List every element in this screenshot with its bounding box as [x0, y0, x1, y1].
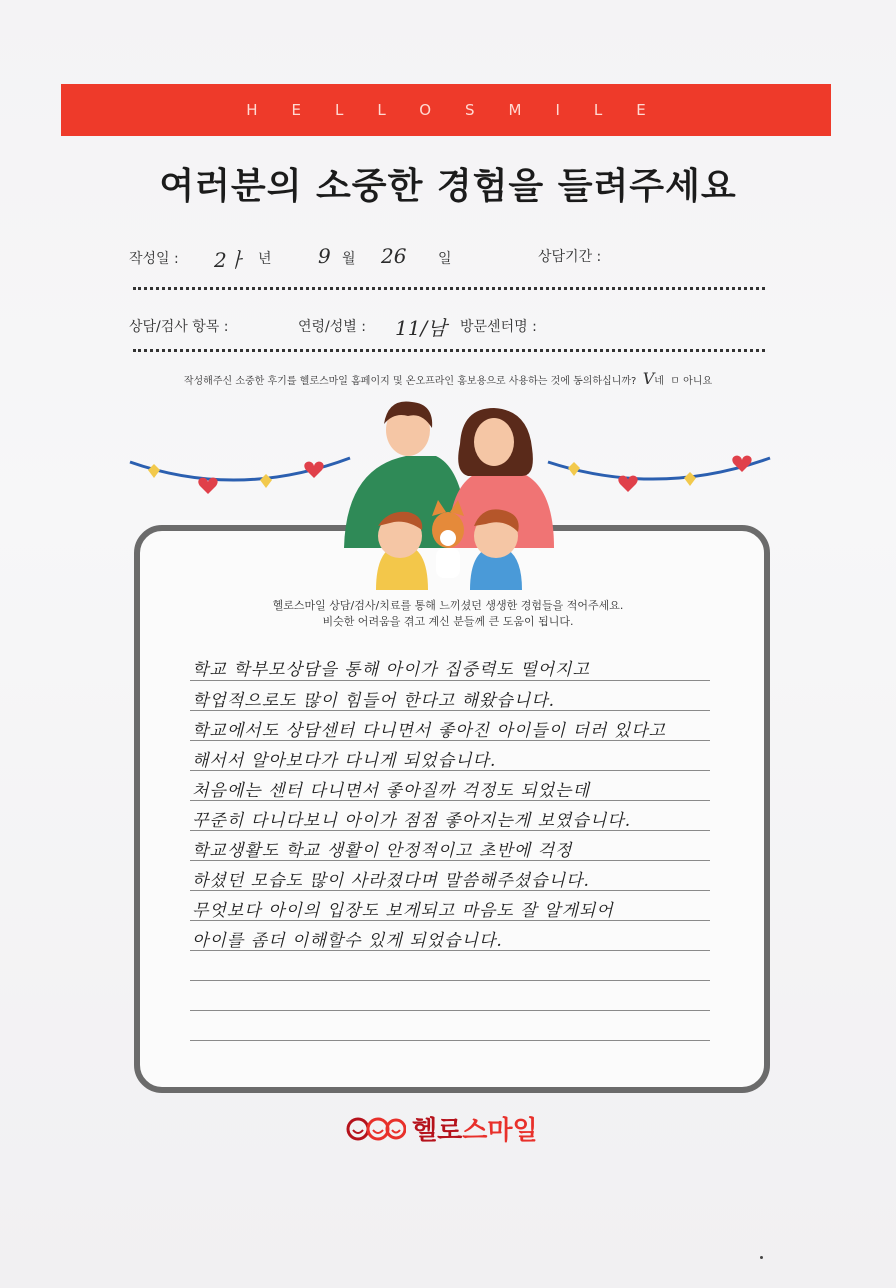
- handwritten-line: 아이를 좀더 이해할수 있게 되었습니다.: [192, 931, 503, 951]
- family-illustration-icon: [336, 398, 560, 590]
- checkbox-no[interactable]: ㅁ: [670, 376, 680, 387]
- handwritten-line: 해서서 알아보다가 다니게 되었습니다.: [192, 751, 497, 771]
- day-label: 일: [438, 251, 452, 267]
- heart-garland-icon: [546, 450, 772, 500]
- ruled-line: [190, 1040, 710, 1041]
- handwritten-line: 학업적으로도 많이 힘들어 한다고 해왔습니다.: [192, 691, 556, 711]
- consent-no: 아니요: [683, 376, 713, 387]
- divider-dotted: [133, 287, 765, 290]
- year-label: 년: [258, 251, 272, 267]
- date-month-value: 9: [318, 244, 331, 268]
- handwritten-line: 하셨던 모습도 많이 사라졌다며 말씀해주셨습니다.: [192, 871, 590, 891]
- card-instructions: [0, 598, 896, 630]
- logo-text-part1: 헬로: [412, 1115, 463, 1146]
- handwritten-line: 꾸준히 다니다보니 아이가 점점 좋아지는게 보였습니다.: [192, 811, 632, 831]
- consent-row: [0, 369, 896, 388]
- page-title: 여러분의 소중한 경험을 들려주세요: [159, 166, 737, 207]
- date-day-value: 26: [381, 244, 407, 268]
- item-label: 상담/검사 항목 :: [129, 319, 229, 335]
- handwritten-line: 학교생활도 학교 생활이 안정적이고 초반에 걱정: [192, 841, 573, 861]
- ruled-line: [190, 1010, 710, 1011]
- age-gender-value: 11/남: [395, 316, 447, 340]
- ruled-line: [190, 980, 710, 981]
- center-label: 방문센터명 :: [460, 319, 537, 335]
- month-label: 월: [342, 251, 356, 267]
- hellosmile-logo: [346, 1110, 538, 1146]
- smile-logo-icon: [346, 1113, 406, 1143]
- consent-yes: 네: [654, 376, 664, 387]
- check-mark[interactable]: V: [642, 369, 655, 388]
- instruction-line-2: 비슷한 어려움을 겪고 계신 분들께 큰 도움이 됩니다.: [322, 615, 574, 628]
- speck: [760, 1256, 763, 1259]
- age-gender-label: 연령/성별 :: [298, 319, 366, 335]
- instruction-line-1: 헬로스마일 상담/검사/치료를 통해 느끼셨던 생생한 경험들을 적어주세요.: [272, 599, 624, 612]
- handwritten-line: 처음에는 센터 다니면서 좋아질까 걱정도 되었는데: [192, 781, 590, 801]
- handwritten-line: 학교에서도 상담센터 다니면서 좋아진 아이들이 더러 있다고: [192, 721, 666, 741]
- consent-question: 작성해주신 소중한 후기를 헬로스마일 홈페이지 및 온오프라인 홍보용으로 사용하는 것에 동의하십니까?: [183, 376, 637, 387]
- period-label: 상담기간 :: [538, 249, 602, 265]
- date-label: 작성일 :: [129, 251, 179, 267]
- logo-text-part2: 스마일: [462, 1115, 538, 1146]
- brand-banner: [61, 84, 831, 136]
- divider-dotted: [133, 349, 765, 352]
- date-year-value: 2ㅏ: [214, 248, 247, 272]
- banner-text: HELLOSMILE: [246, 101, 680, 119]
- ruled-line: [190, 680, 710, 681]
- handwritten-line: 무엇보다 아이의 입장도 보게되고 마음도 잘 알게되어: [192, 901, 614, 921]
- heart-garland-icon: [128, 450, 352, 500]
- handwritten-line: 학교 학부모상담을 통해 아이가 집중력도 떨어지고: [192, 660, 590, 680]
